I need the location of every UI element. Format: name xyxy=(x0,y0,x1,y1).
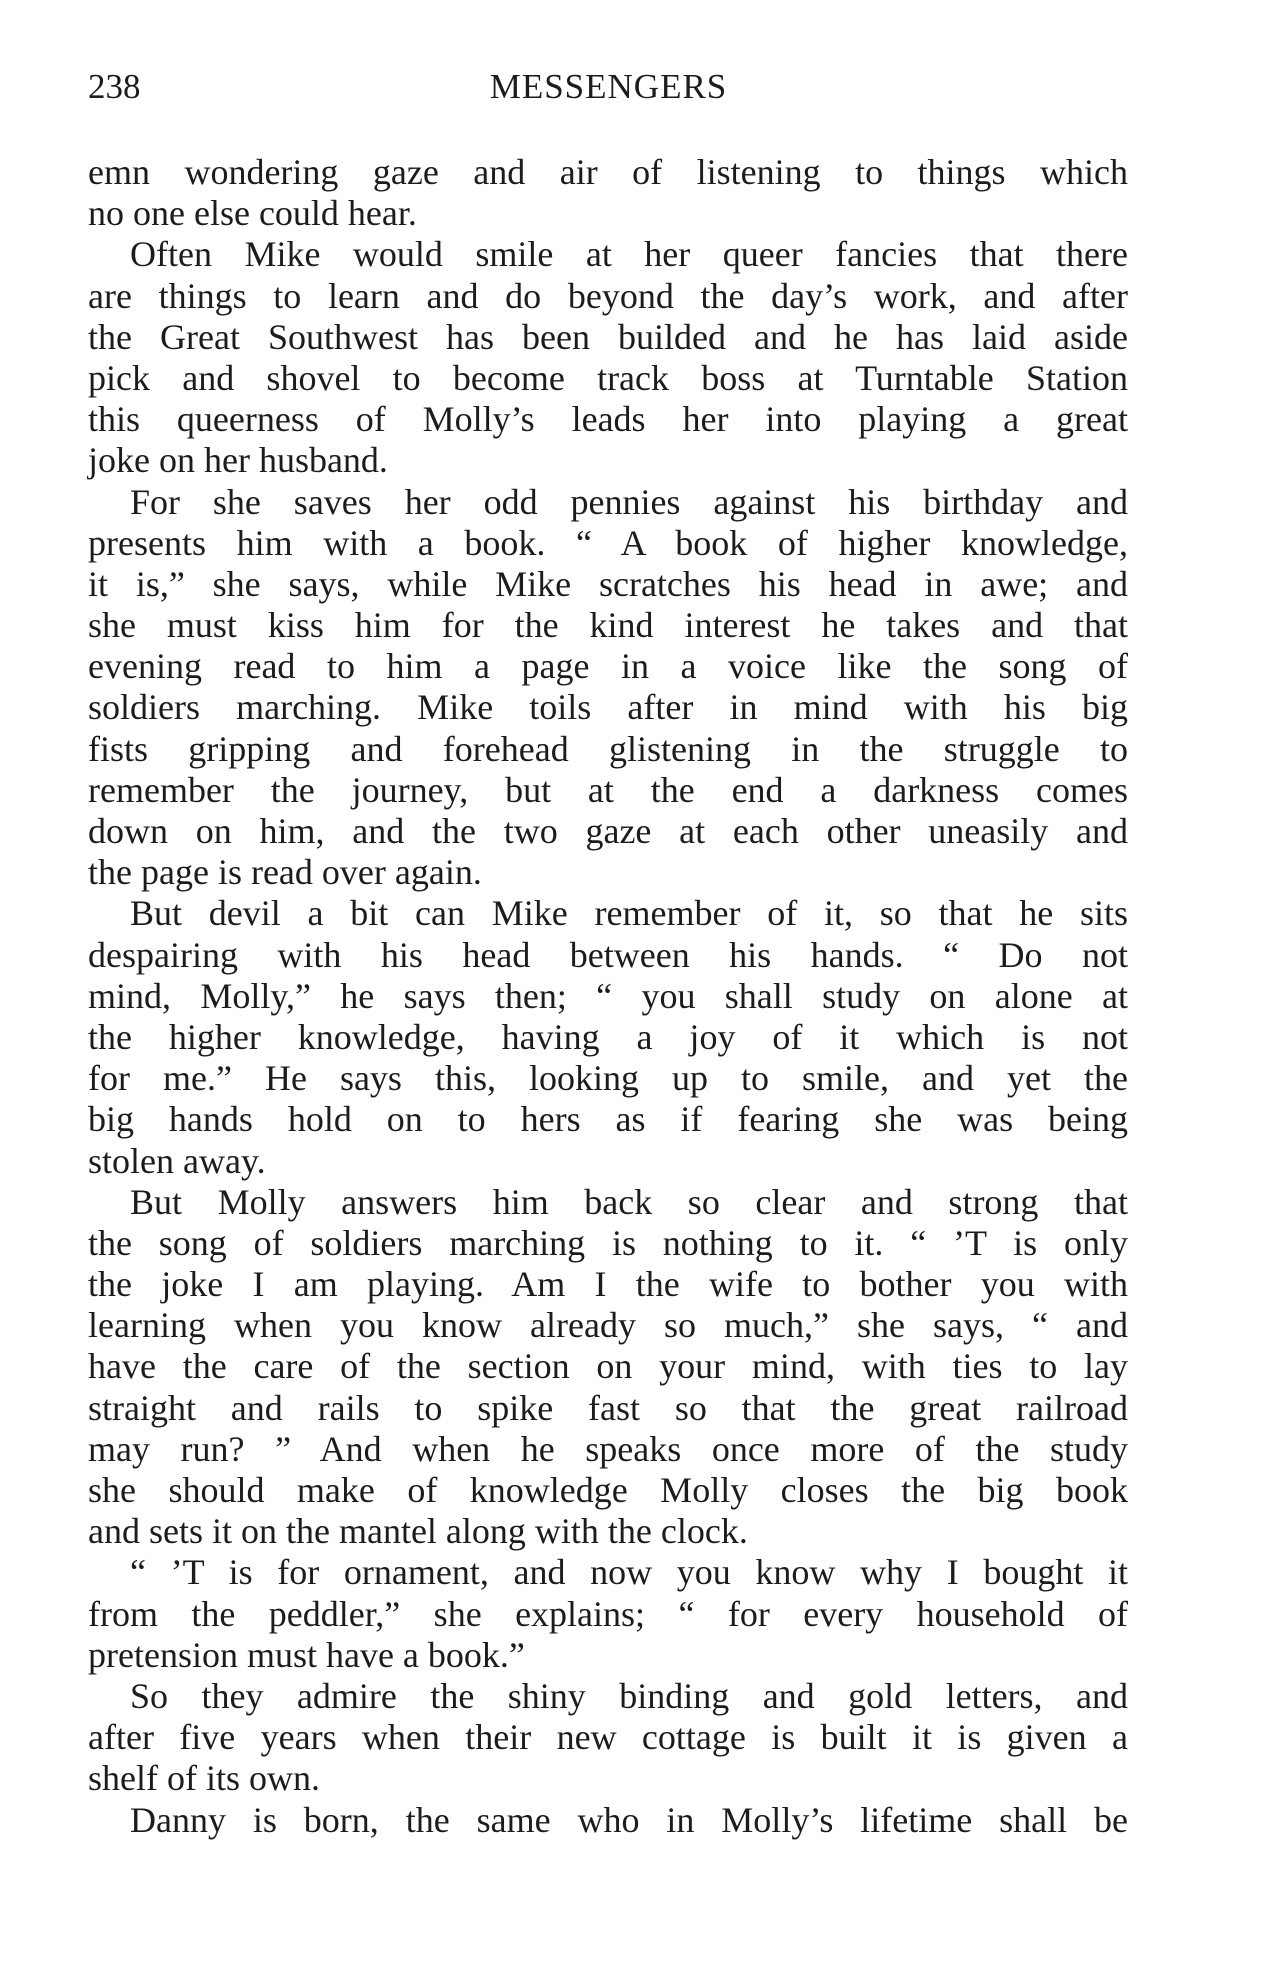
text-line: have the care of the section on your mind, with ties to lay xyxy=(88,1346,1128,1387)
text-line: Danny is born, the same who in Molly’s lifetime shall be xyxy=(130,1799,1128,1840)
text-line: soldiers marching. Mike toils after in mind with his big xyxy=(88,687,1128,728)
text-line: she should make of knowledge Molly closes the big book xyxy=(88,1470,1128,1510)
text-line: remember the journey, but at the end a darkness comes xyxy=(88,769,1128,810)
text-line: fists gripping and forehead glistening in the struggle to xyxy=(88,728,1128,769)
text-line: emn wondering gaze and air of listening to things which xyxy=(88,152,1128,192)
text-line: So they admire the shiny binding and gold letters, and xyxy=(130,1675,1128,1716)
text-line: the Great Southwest has been builded and he has laid aside xyxy=(88,316,1128,357)
text-line: no one else could hear. xyxy=(88,193,417,234)
text-line: it is,” she says, while Mike scratches his head in awe; and xyxy=(88,563,1128,604)
text-line: Often Mike would smile at her queer fancies that there xyxy=(130,234,1128,275)
text-line: she must kiss him for the kind interest he takes and that xyxy=(88,605,1128,646)
page-header xyxy=(88,62,1129,112)
text-line: and sets it on the mantel along with the clock. xyxy=(88,1511,748,1552)
text-line: big hands hold on to hers as if fearing she was being xyxy=(88,1099,1128,1140)
text-line: joke on her husband. xyxy=(88,440,388,481)
text-line: But Molly answers him back so clear and strong that xyxy=(130,1181,1128,1222)
text-line: the higher knowledge, having a joy of it which is not xyxy=(88,1016,1128,1057)
text-line: straight and rails to spike fast so that the great railroad xyxy=(88,1387,1128,1428)
text-line: down on him, and the two gaze at each other uneasily and xyxy=(88,811,1128,851)
text-line: for me.” He says this, looking up to smile, and yet the xyxy=(88,1058,1128,1099)
text-line: shelf of its own. xyxy=(88,1758,320,1799)
text-line: may run? ” And when he speaks once more of the study xyxy=(88,1428,1128,1469)
text-line: evening read to him a page in a voice like the song of xyxy=(88,646,1128,687)
text-line: the joke I am playing. Am I the wife to bother you with xyxy=(88,1264,1128,1305)
text-line: stolen away. xyxy=(88,1140,266,1181)
page-number: 238 xyxy=(88,67,141,106)
text-line: are things to learn and do beyond the day’s work, and after xyxy=(88,275,1128,316)
text-line: despairing with his head between his hands. “ Do not xyxy=(88,934,1128,975)
text-line: the page is read over again. xyxy=(88,852,482,893)
text-line: “ ’T is for ornament, and now you know why I bought it xyxy=(130,1552,1128,1593)
text-line: pick and shovel to become track boss at Turntable Station xyxy=(88,357,1128,398)
body-text xyxy=(88,152,1128,1841)
text-line: For she saves her odd pennies against his birthday and xyxy=(130,481,1128,522)
text-line: after five years when their new cottage is built it is given a xyxy=(88,1717,1128,1758)
text-line: this queerness of Molly’s leads her into playing a great xyxy=(88,399,1128,440)
text-line: But devil a bit can Mike remember of it, so that he sits xyxy=(130,893,1128,934)
text-line: mind, Molly,” he says then; “ you shall study on alone at xyxy=(88,975,1128,1016)
text-line: presents him with a book. “ A book of higher knowledge, xyxy=(88,522,1128,563)
running-title: MESSENGERS xyxy=(489,67,728,106)
text-line: from the peddler,” she explains; “ for every household of xyxy=(88,1593,1128,1634)
text-line: pretension must have a book.” xyxy=(88,1634,525,1675)
text-line: learning when you know already so much,” she says, “ and xyxy=(88,1305,1128,1346)
text-line: the song of soldiers marching is nothing to it. “ ’T is only xyxy=(88,1222,1128,1263)
